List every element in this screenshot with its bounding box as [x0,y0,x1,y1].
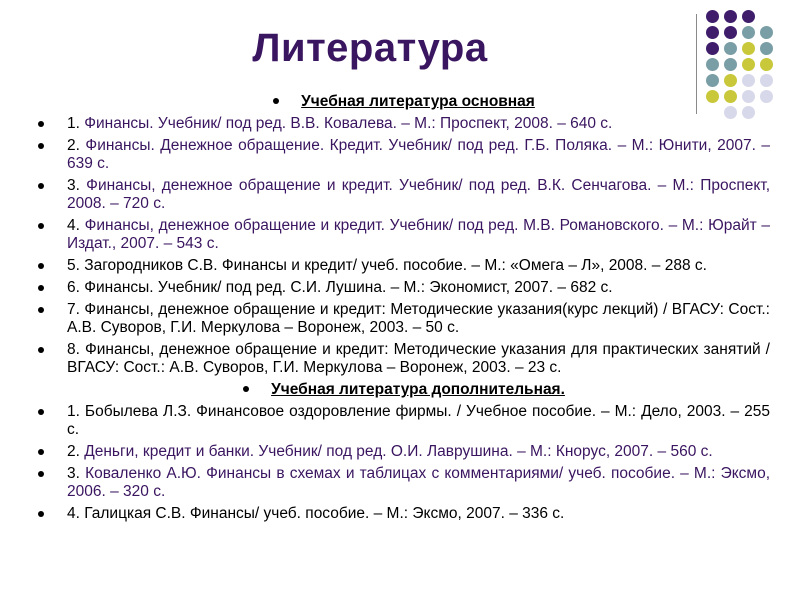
bibliography-item-text: Финансы, денежное обращение и кредит. Учебник/ под ред. В.К. Сенчагова. – М.: Проспект, 2008. – 720 с. [67,177,770,212]
slide-title: Литература [252,26,488,70]
decorative-dot [742,58,755,71]
decorative-dot [706,74,719,87]
bibliography-list [38,93,770,527]
bibliography-item-text: Коваленко А.Ю. Финансы в схемах и таблицах с комментариями/ учеб. пособие. – М.: Эксмо, 2006. – 320 с. [67,465,771,500]
bibliography-item [38,257,770,275]
bullet-icon [273,98,279,104]
decorative-dot [760,74,773,87]
decorative-dot [742,74,755,87]
bibliography-item-text: 1. [67,115,85,132]
section-heading [38,381,770,399]
bibliography-item-text: Финансы. Денежное обращение. Кредит. Учебник/ под ред. Г.Б. Поляка. – М.: Юнити, 2007. – 639 с. [67,137,771,172]
bibliography-item-text: 2. [67,443,85,460]
decorative-dot [724,58,737,71]
bibliography-item-text: 5. Загородников С.В. Финансы и кредит/ учеб. пособие. – М.: «Омега – Л», 2008. – 288 с. [67,257,707,274]
bibliography-item-text: 1. Бобылева Л.З. Финансовое оздоровление фирмы. / Учебное пособие. – М.: Дело, 2003. – 255 с. [67,403,770,438]
bibliography-item-text: Деньги, кредит и банки. Учебник/ под ред. О.И. Лаврушина. – М.: Кнорус, 2007. – 560 с. [84,443,713,460]
decorative-dot [706,10,719,23]
decorative-dot [724,74,737,87]
bibliography-item [38,341,770,377]
bibliography-item [38,443,770,461]
bibliography-item [38,177,770,213]
bibliography-item [38,217,770,253]
decorative-dot [724,42,737,55]
bibliography-item-text: Финансы. Учебник/ под ред. В.В. Ковалева. – М.: Проспект, 2008. – 640 с. [84,115,613,132]
decorative-dot [742,10,755,23]
bibliography-item-text: 3. [67,465,86,482]
decorative-dot [706,26,719,39]
bibliography-item-text: 2. [67,137,86,154]
bibliography-item-text: 4. Галицкая С.В. Финансы/ учеб. пособие. – М.: Эксмо, 2007. – 336 с. [67,505,565,522]
bibliography-item [38,505,770,523]
bibliography-item-text: Финансы, денежное обращение и кредит. Учебник/ под ред. М.В. Романовского. – М.: Юрайт – Издат., 2007. – 543 с. [67,217,771,252]
bibliography-item [38,403,770,439]
bibliography-item [38,301,770,337]
decorative-dot [724,26,737,39]
bibliography-item-text: 3. [67,177,87,194]
section-heading-text: Учебная литература основная [301,93,535,110]
decorative-dot [724,10,737,23]
decorative-dot [742,26,755,39]
bibliography-item [38,465,770,501]
decorative-dot [760,42,773,55]
bibliography-item [38,137,770,173]
decorative-dot [742,42,755,55]
decorative-dot [760,58,773,71]
bibliography-item-text: 6. Финансы. Учебник/ под ред. С.И. Лушина. – М.: Экономист, 2007. – 682 с. [67,279,613,296]
bibliography-item-text: 8. Финансы, денежное обращение и кредит: Методические указания для практических занятий / ВГАСУ: Сост.: А.В. Суворов, Г.И. Меркулова – Воронеж, 2003. – 23 с. [67,341,770,376]
bullet-icon [243,386,249,392]
bibliography-item-text: 4. [67,217,85,234]
bibliography-item [38,115,770,133]
bibliography-item-text: 7. Финансы, денежное обращение и кредит: Методические указания(курс лекций) / ВГАСУ: Сост.: А.В. Суворов, Г.И. Меркулова – Воронеж, 2003. – 50 с. [67,301,770,336]
decorative-dot [706,58,719,71]
decorative-dot [706,42,719,55]
bibliography-item [38,279,770,297]
decorative-dot [760,26,773,39]
section-heading [38,93,770,111]
section-heading-text: Учебная литература дополнительная. [271,381,565,398]
